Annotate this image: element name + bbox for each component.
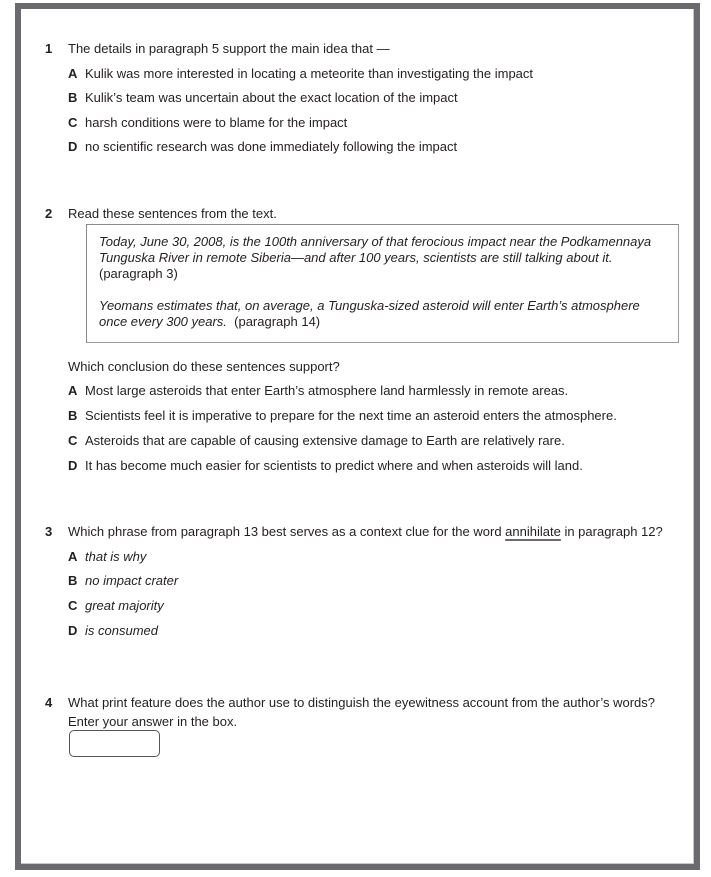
- quoted-sentences-box: [86, 224, 679, 343]
- question-number: 1: [45, 41, 53, 56]
- quote-citation: (paragraph 14): [234, 314, 321, 329]
- quote-text: Today, June 30, 2008, is the 100th anniversary of that ferocious impact near the Podkamennaya Tunguska River in remote Siberia—and after 100 years, scientists are still talking about it.: [99, 234, 652, 265]
- option-c[interactable]: [68, 115, 347, 131]
- option-text: no impact crater: [85, 573, 179, 588]
- option-text: Kulik was more interested in locating a meteorite than investigating the impact: [85, 66, 534, 81]
- option-letter: B: [68, 90, 78, 105]
- option-text: Scientists feel it is imperative to prepare for the next time an asteroid enters the atmosphere.: [85, 408, 617, 423]
- option-letter: D: [68, 139, 78, 154]
- option-text: Most large asteroids that enter Earth’s atmosphere land harmlessly in remote areas.: [85, 383, 569, 398]
- option-b[interactable]: [68, 90, 458, 106]
- option-letter: C: [68, 433, 78, 448]
- question-prompt: Which conclusion do these sentences support?: [68, 359, 340, 374]
- option-text: that is why: [85, 549, 147, 564]
- question-stem: What print feature does the author use to distinguish the eyewitness account from the author’s words?: [68, 695, 656, 710]
- quote-text: Yeomans estimates that, on average, a Tunguska-sized asteroid will enter Earth’s atmosphere once every 300 years.: [99, 298, 640, 329]
- option-text: Kulik’s team was uncertain about the exact location of the impact: [85, 90, 458, 105]
- option-letter: D: [68, 458, 78, 473]
- option-letter: B: [68, 408, 78, 423]
- option-a[interactable]: [68, 66, 533, 82]
- option-letter: C: [68, 598, 78, 613]
- option-letter: A: [68, 383, 78, 398]
- option-text: harsh conditions were to blame for the impact: [85, 115, 348, 130]
- question-stem: Read these sentences from the text.: [68, 206, 277, 221]
- quote-2: [99, 298, 667, 330]
- option-text: It has become much easier for scientists to predict where and when asteroids will land.: [85, 458, 583, 473]
- stem-text-after: in paragraph 12?: [560, 524, 663, 539]
- question-instruction: Enter your answer in the box.: [68, 714, 238, 729]
- option-letter: C: [68, 115, 78, 130]
- stem-text-before: Which phrase from paragraph 13 best serves as a context clue for the word: [68, 524, 506, 539]
- option-c[interactable]: [68, 598, 164, 614]
- option-a[interactable]: [68, 383, 568, 399]
- quote-1: [99, 234, 667, 282]
- option-text: Asteroids that are capable of causing extensive damage to Earth are relatively rare.: [85, 433, 565, 448]
- question-stem: [68, 524, 663, 540]
- option-letter: A: [68, 66, 78, 81]
- option-letter: B: [68, 573, 78, 588]
- option-letter: A: [68, 549, 78, 564]
- option-a[interactable]: [68, 549, 146, 565]
- question-number: 3: [45, 524, 53, 539]
- question-stem: The details in paragraph 5 support the main idea that —: [68, 41, 390, 56]
- page-frame: [15, 3, 700, 870]
- question-number: 2: [45, 206, 53, 221]
- answer-input-box[interactable]: [69, 730, 160, 757]
- option-text: is consumed: [85, 623, 158, 638]
- question-number: 4: [45, 695, 53, 710]
- option-text: great majority: [85, 598, 164, 613]
- option-d[interactable]: [68, 623, 158, 639]
- option-d[interactable]: [68, 458, 583, 474]
- option-letter: D: [68, 623, 78, 638]
- option-text: no scientific research was done immediately following the impact: [85, 139, 458, 154]
- target-word: annihilate: [505, 524, 561, 539]
- option-d[interactable]: [68, 139, 457, 155]
- quote-citation: (paragraph 3): [99, 266, 178, 281]
- option-c[interactable]: [68, 433, 565, 449]
- option-b[interactable]: [68, 573, 178, 589]
- option-b[interactable]: [68, 408, 617, 424]
